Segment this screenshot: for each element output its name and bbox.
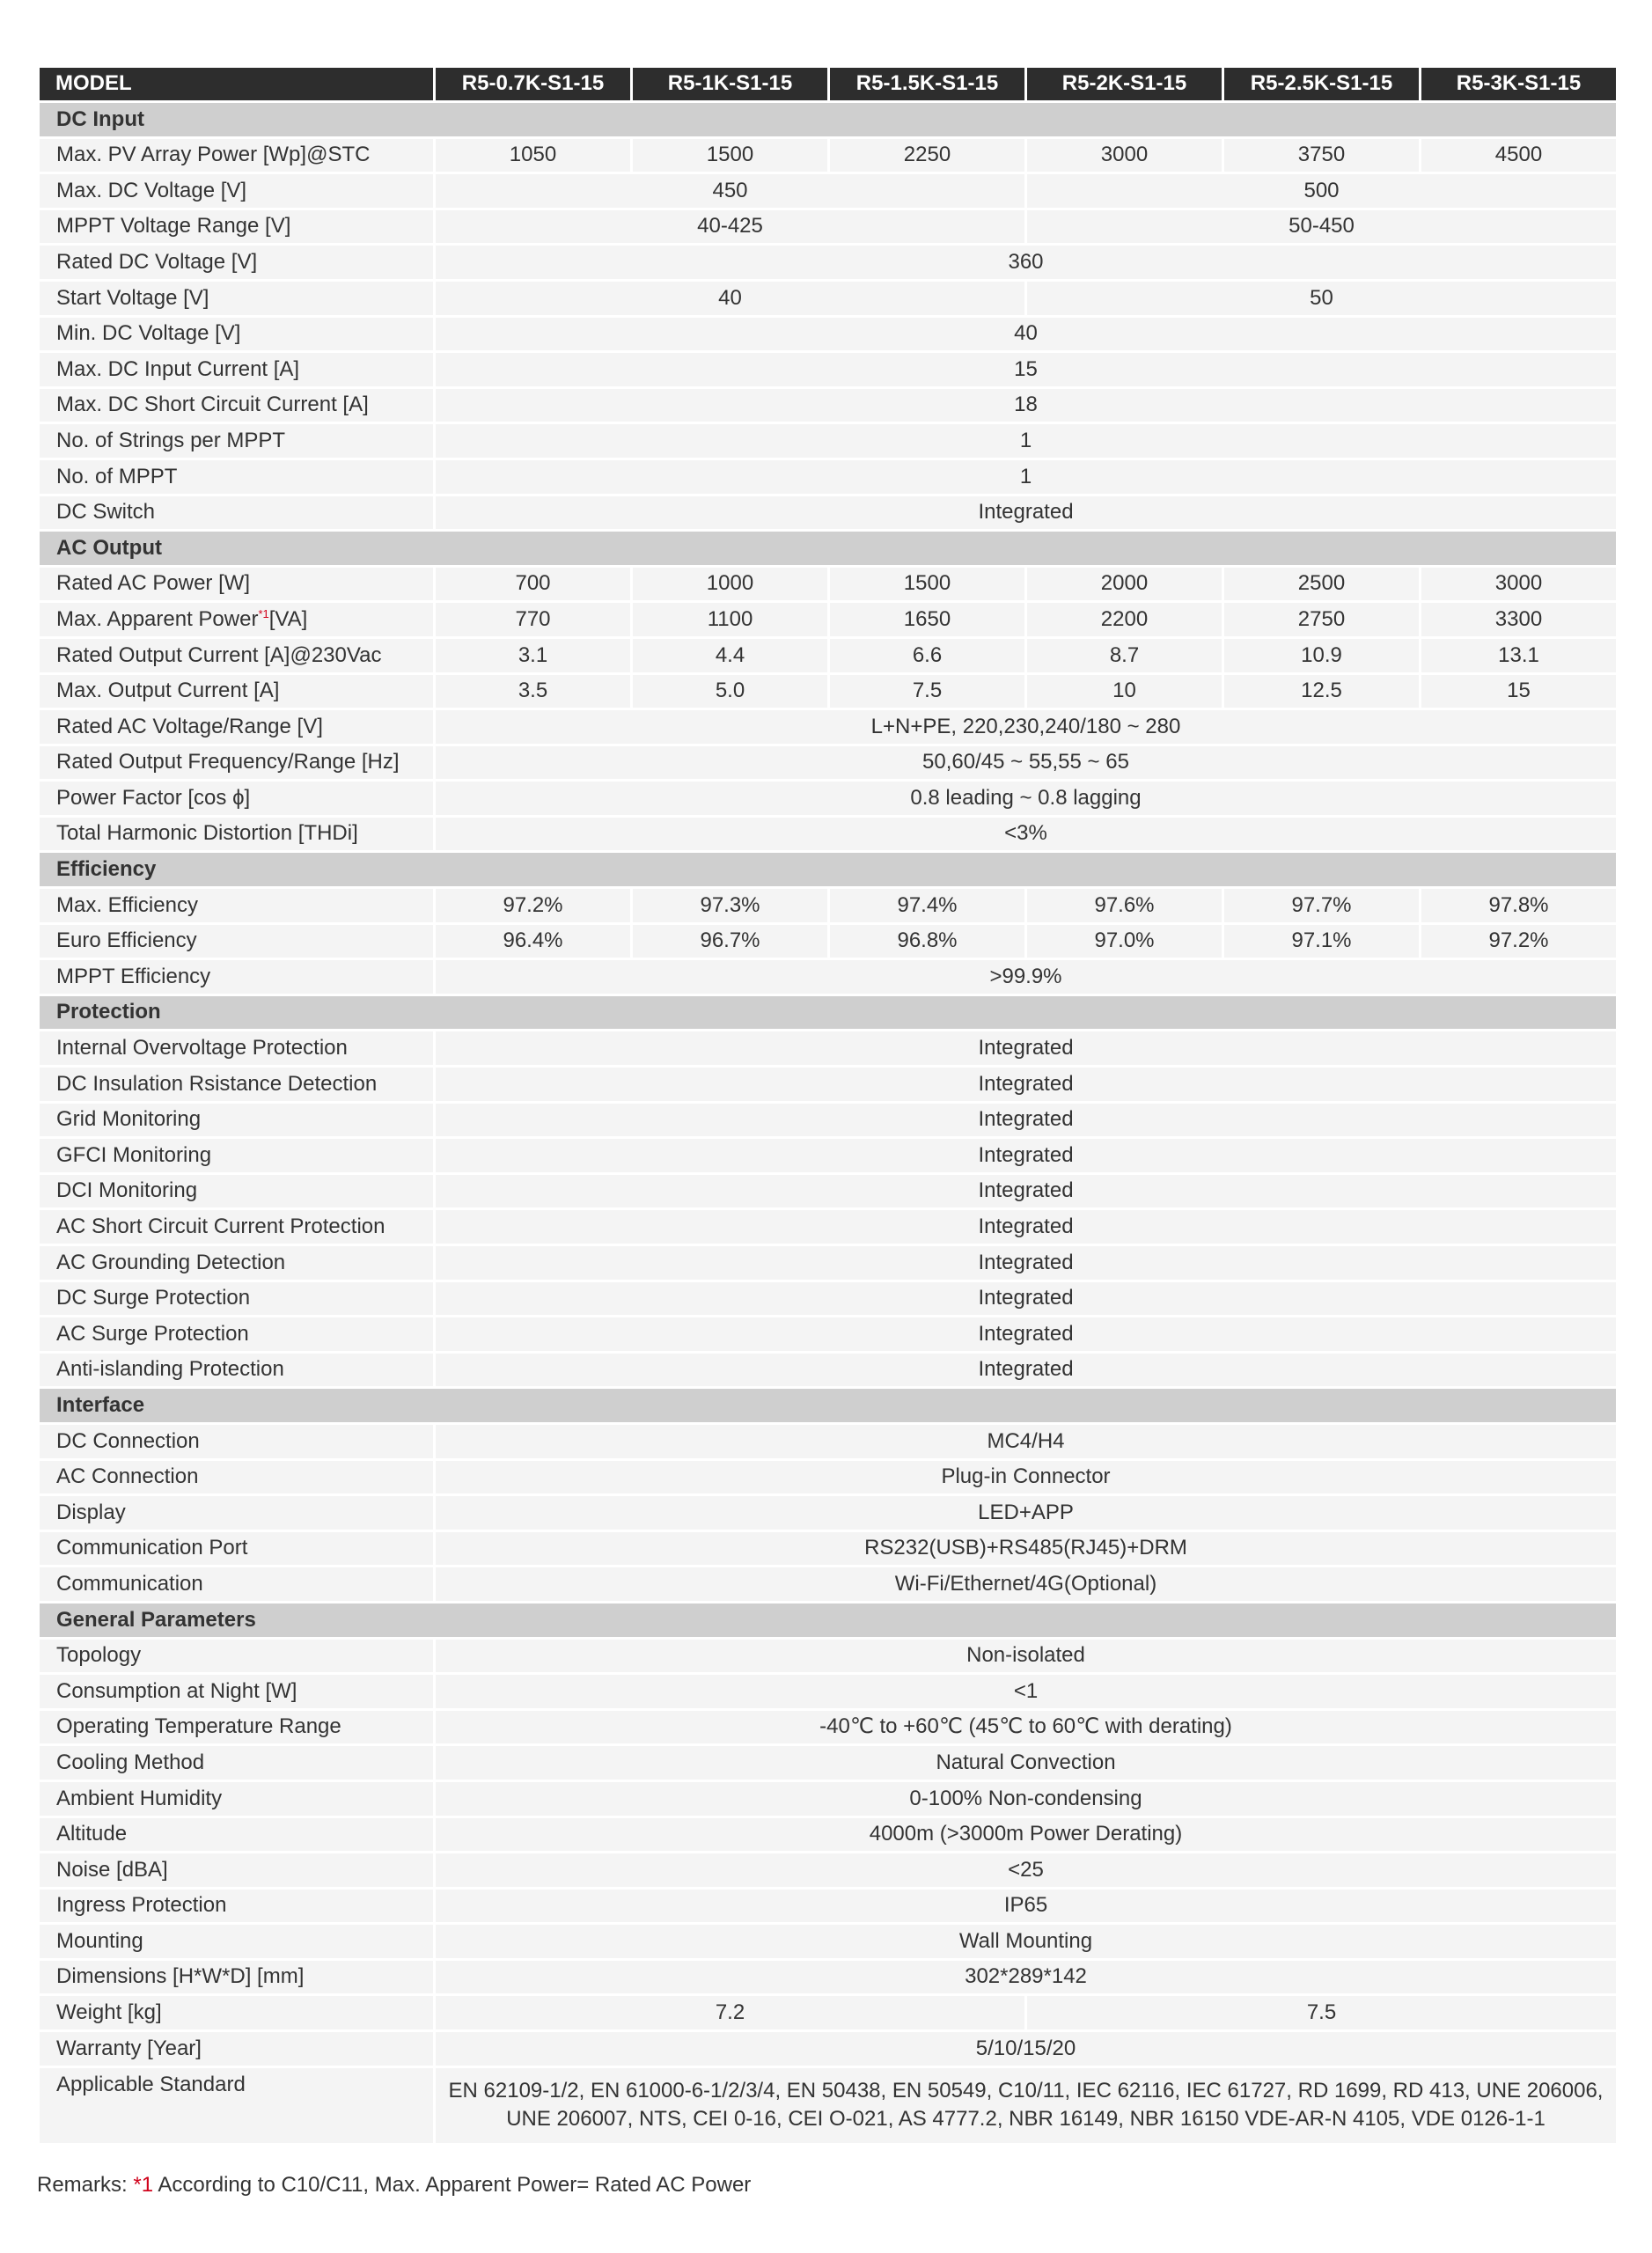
row-label — [39, 280, 435, 316]
row-label — [39, 1780, 435, 1816]
row-value: 18 — [435, 387, 1618, 423]
row-label — [39, 923, 435, 959]
row-value: 2200 — [1026, 602, 1223, 638]
row-label — [39, 1674, 435, 1710]
row-value: Integrated — [435, 1102, 1618, 1138]
header-model-label: MODEL — [39, 67, 435, 102]
table-row — [39, 1959, 1618, 1995]
row-value: -40℃ to +60℃ (45℃ to 60℃ with derating) — [435, 1709, 1618, 1745]
row-value: 40 — [435, 280, 1026, 316]
row-value: 1100 — [632, 602, 829, 638]
row-label-text: Consumption at Night [W] — [56, 1678, 297, 1703]
row-value: 2000 — [1026, 566, 1223, 602]
table-row — [39, 1138, 1618, 1174]
row-label-text: AC Short Circuit Current Protection — [56, 1215, 385, 1238]
row-label-text: DC Surge Protection — [56, 1286, 251, 1310]
row-value: 0-100% Non-condensing — [435, 1780, 1618, 1816]
table-row — [39, 959, 1618, 995]
row-value: 4.4 — [632, 637, 829, 673]
row-label — [39, 673, 435, 709]
row-label — [39, 1352, 435, 1388]
row-label-text: Applicable Standard — [56, 2072, 246, 2096]
row-label — [39, 1281, 435, 1317]
row-label — [39, 709, 435, 745]
section-title: AC Output — [39, 531, 1618, 567]
row-value: 3.5 — [435, 673, 632, 709]
row-value: 0.8 leading ~ 0.8 lagging — [435, 781, 1618, 817]
row-label-text: Rated Output Frequency/Range [Hz] — [56, 750, 400, 774]
table-row — [39, 1530, 1618, 1567]
row-label-text: Rated AC Power [W] — [56, 571, 251, 596]
row-label — [39, 2066, 435, 2144]
row-label — [39, 1995, 435, 2031]
row-value: 5/10/15/20 — [435, 2031, 1618, 2067]
row-label — [39, 1138, 435, 1174]
row-label-text: Topology — [56, 1643, 142, 1668]
row-label — [39, 2031, 435, 2067]
row-value: 10.9 — [1223, 637, 1421, 673]
row-value: 3000 — [1026, 137, 1223, 173]
table-row — [39, 1209, 1618, 1245]
table-row — [39, 137, 1618, 173]
row-value: Integrated — [435, 1031, 1618, 1067]
row-value: Natural Convection — [435, 1745, 1618, 1781]
row-value: 7.5 — [829, 673, 1026, 709]
row-value: 1 — [435, 423, 1618, 459]
section-header-row — [39, 102, 1618, 138]
row-label-text: Start Voltage [V] — [56, 285, 209, 310]
table-row — [39, 1780, 1618, 1816]
row-value: Integrated — [435, 1209, 1618, 1245]
row-label — [39, 816, 435, 852]
section-title: Efficiency — [39, 852, 1618, 888]
row-value: 97.4% — [829, 888, 1026, 924]
row-label — [39, 137, 435, 173]
row-value: 6.6 — [829, 637, 1026, 673]
row-label-text: Dimensions [H*W*D] [mm] — [56, 1964, 305, 1989]
table-row — [39, 709, 1618, 745]
table-row — [39, 352, 1618, 388]
table-row — [39, 1745, 1618, 1781]
table-row — [39, 637, 1618, 673]
table-row — [39, 1102, 1618, 1138]
row-label — [39, 1567, 435, 1603]
row-label — [39, 1459, 435, 1495]
row-value: 7.5 — [1026, 1995, 1618, 2031]
row-label-text: Max. DC Input Current [A] — [56, 356, 300, 381]
row-label-text: Noise [dBA] — [56, 1857, 168, 1882]
table-row — [39, 495, 1618, 531]
row-value: 97.0% — [1026, 923, 1223, 959]
row-label-text: Rated DC Voltage [V] — [56, 249, 258, 274]
row-value: L+N+PE, 220,230,240/180 ~ 280 — [435, 709, 1618, 745]
row-value: 4500 — [1421, 137, 1618, 173]
row-value: Integrated — [435, 1245, 1618, 1281]
table-row — [39, 1031, 1618, 1067]
row-value: Integrated — [435, 1317, 1618, 1353]
row-value: <25 — [435, 1853, 1618, 1889]
table-row — [39, 423, 1618, 459]
row-label — [39, 1853, 435, 1889]
row-label — [39, 602, 435, 638]
row-label-text: MPPT Efficiency — [56, 964, 211, 988]
section-header-row — [39, 1602, 1618, 1638]
row-value: 40-425 — [435, 209, 1026, 245]
row-label — [39, 1031, 435, 1067]
row-value: 1000 — [632, 566, 829, 602]
table-row — [39, 316, 1618, 352]
row-value: Plug-in Connector — [435, 1459, 1618, 1495]
header-model-4: R5-2.5K-S1-15 — [1223, 67, 1421, 102]
row-value: 500 — [1026, 173, 1618, 209]
row-value: 96.8% — [829, 923, 1026, 959]
header-model-1: R5-1K-S1-15 — [632, 67, 829, 102]
row-label — [39, 1317, 435, 1353]
row-label-text: Euro Efficiency — [56, 928, 197, 953]
row-label — [39, 423, 435, 459]
row-label — [39, 1102, 435, 1138]
table-row — [39, 1995, 1618, 2031]
row-label — [39, 173, 435, 209]
row-label-suffix: [VA] — [268, 606, 308, 631]
row-value: 3750 — [1223, 137, 1421, 173]
row-label-text: MPPT Voltage Range [V] — [56, 214, 291, 239]
row-value: 2500 — [1223, 566, 1421, 602]
table-row — [39, 1245, 1618, 1281]
row-label — [39, 209, 435, 245]
row-value: 13.1 — [1421, 637, 1618, 673]
row-label-text: DCI Monitoring — [56, 1178, 198, 1203]
row-label — [39, 1959, 435, 1995]
row-label-text: Max. DC Voltage [V] — [56, 178, 247, 202]
row-value: 97.2% — [1421, 923, 1618, 959]
row-value: 2750 — [1223, 602, 1421, 638]
row-label-text: Weight [kg] — [56, 2000, 162, 2025]
row-label — [39, 1495, 435, 1531]
section-header-row — [39, 994, 1618, 1031]
row-value: 15 — [435, 352, 1618, 388]
table-row — [39, 1459, 1618, 1495]
row-value: Integrated — [435, 495, 1618, 531]
row-value: EN 62109-1/2, EN 61000-6-1/2/3/4, EN 50438, EN 50549, C10/11, IEC 62116, IEC 61727, RD 1699, RD 413, UNE 206006, UNE 206007, NTS, CEI 0-16, CEI O-021, AS 4777.2, NBR 16149, NBR 16150 VDE-AR-N 4105, VDE 0126-1-1 — [435, 2066, 1618, 2144]
table-row — [39, 1888, 1618, 1924]
table-row — [39, 1495, 1618, 1531]
row-value: 3000 — [1421, 566, 1618, 602]
row-value: 1500 — [829, 566, 1026, 602]
row-value: 12.5 — [1223, 673, 1421, 709]
row-label — [39, 387, 435, 423]
row-value: <3% — [435, 816, 1618, 852]
row-label-text: Rated AC Voltage/Range [V] — [56, 714, 323, 738]
row-value: 700 — [435, 566, 632, 602]
row-label — [39, 1816, 435, 1853]
row-label-text: Max. Efficiency — [56, 892, 198, 917]
row-label-text: Communication Port — [56, 1536, 248, 1560]
row-label-text: No. of MPPT — [56, 464, 178, 488]
table-row — [39, 387, 1618, 423]
remarks — [37, 2173, 751, 2198]
row-label-text: Display — [56, 1500, 126, 1524]
row-value: >99.9% — [435, 959, 1618, 995]
row-value: 7.2 — [435, 1995, 1026, 2031]
row-value: 97.2% — [435, 888, 632, 924]
spec-body — [39, 102, 1618, 2145]
section-title: General Parameters — [39, 1602, 1618, 1638]
row-label-text: AC Connection — [56, 1464, 199, 1489]
table-row — [39, 2066, 1618, 2144]
row-label — [39, 495, 435, 531]
row-label-text: Ingress Protection — [56, 1893, 227, 1918]
row-value: 97.7% — [1223, 888, 1421, 924]
table-row — [39, 888, 1618, 924]
table-row — [39, 1674, 1618, 1710]
row-value: IP65 — [435, 1888, 1618, 1924]
row-value: 1500 — [632, 137, 829, 173]
row-label — [39, 1709, 435, 1745]
row-label-text: Min. DC Voltage [V] — [56, 321, 241, 346]
row-label — [39, 459, 435, 495]
row-value: 97.3% — [632, 888, 829, 924]
row-label-text: AC Grounding Detection — [56, 1250, 286, 1274]
row-label-text: Anti-islanding Protection — [56, 1357, 284, 1382]
row-value: 360 — [435, 245, 1618, 281]
table-row — [39, 1924, 1618, 1960]
row-value: 1050 — [435, 137, 632, 173]
row-label — [39, 566, 435, 602]
table-row — [39, 602, 1618, 638]
table-row — [39, 1173, 1618, 1209]
row-label — [39, 888, 435, 924]
row-label — [39, 245, 435, 281]
table-row — [39, 1352, 1618, 1388]
table-row — [39, 1067, 1618, 1103]
row-value: 2250 — [829, 137, 1026, 173]
row-value: 1650 — [829, 602, 1026, 638]
row-value: 10 — [1026, 673, 1223, 709]
spec-sheet — [37, 65, 1616, 2146]
row-value: <1 — [435, 1674, 1618, 1710]
table-row — [39, 459, 1618, 495]
row-label — [39, 959, 435, 995]
row-label-text: DC Insulation Rsistance Detection — [56, 1071, 378, 1096]
table-row — [39, 1567, 1618, 1603]
row-label-text: DC Switch — [56, 500, 156, 525]
section-header-row — [39, 531, 1618, 567]
row-label-text: No. of Strings per MPPT — [56, 428, 286, 452]
table-row — [39, 280, 1618, 316]
table-row — [39, 1709, 1618, 1745]
row-value: 96.7% — [632, 923, 829, 959]
row-value: 96.4% — [435, 923, 632, 959]
row-value: 8.7 — [1026, 637, 1223, 673]
table-row — [39, 173, 1618, 209]
table-row — [39, 1423, 1618, 1459]
row-label — [39, 1924, 435, 1960]
table-row — [39, 2031, 1618, 2067]
row-label — [39, 316, 435, 352]
row-value: Non-isolated — [435, 1638, 1618, 1674]
table-row — [39, 566, 1618, 602]
row-label — [39, 1067, 435, 1103]
row-value: 97.1% — [1223, 923, 1421, 959]
header-row — [39, 67, 1618, 102]
row-label — [39, 1888, 435, 1924]
table-row — [39, 781, 1618, 817]
row-value: 302*289*142 — [435, 1959, 1618, 1995]
row-label — [39, 637, 435, 673]
spec-table — [37, 65, 1619, 2146]
row-label-text: Altitude — [56, 1822, 128, 1846]
header-model-0: R5-0.7K-S1-15 — [435, 67, 632, 102]
row-label — [39, 1245, 435, 1281]
row-label-text: DC Connection — [56, 1428, 200, 1453]
row-value: 50-450 — [1026, 209, 1618, 245]
row-label-text: Max. DC Short Circuit Current [A] — [56, 393, 369, 417]
row-label-text: Max. Apparent Power — [56, 606, 259, 631]
remarks-prefix: Remarks: — [37, 2173, 128, 2197]
row-label-text: Rated Output Current [A]@230Vac — [56, 642, 382, 667]
row-value: 50,60/45 ~ 55,55 ~ 65 — [435, 745, 1618, 781]
row-label — [39, 1638, 435, 1674]
row-label — [39, 352, 435, 388]
remarks-text: According to C10/C11, Max. Apparent Power= Rated AC Power — [158, 2173, 752, 2197]
row-label-text: Max. Output Current [A] — [56, 679, 280, 703]
row-label — [39, 1530, 435, 1567]
row-value: 97.6% — [1026, 888, 1223, 924]
row-label-text: Operating Temperature Range — [56, 1714, 341, 1739]
footnote-mark: *1 — [258, 606, 269, 620]
remarks-mark: *1 — [133, 2173, 154, 2197]
table-row — [39, 745, 1618, 781]
row-value: 40 — [435, 316, 1618, 352]
row-value: 50 — [1026, 280, 1618, 316]
row-value: 4000m (>3000m Power Derating) — [435, 1816, 1618, 1853]
row-label-text: Warranty [Year] — [56, 2036, 202, 2060]
table-row — [39, 209, 1618, 245]
row-value: 15 — [1421, 673, 1618, 709]
row-label-text: GFCI Monitoring — [56, 1142, 212, 1167]
row-label — [39, 1173, 435, 1209]
row-value: LED+APP — [435, 1495, 1618, 1531]
row-value: Integrated — [435, 1067, 1618, 1103]
row-value: Integrated — [435, 1138, 1618, 1174]
row-label-text: Mounting — [56, 1928, 143, 1953]
table-row — [39, 1281, 1618, 1317]
section-title: DC Input — [39, 102, 1618, 138]
row-label — [39, 1423, 435, 1459]
row-label-text: Total Harmonic Distortion [THDi] — [56, 821, 358, 846]
table-row — [39, 816, 1618, 852]
table-row — [39, 673, 1618, 709]
table-row — [39, 245, 1618, 281]
header-model-3: R5-2K-S1-15 — [1026, 67, 1223, 102]
row-label — [39, 1745, 435, 1781]
row-value: Integrated — [435, 1173, 1618, 1209]
header-model-2: R5-1.5K-S1-15 — [829, 67, 1026, 102]
row-label-text: Internal Overvoltage Protection — [56, 1036, 348, 1060]
table-row — [39, 923, 1618, 959]
table-row — [39, 1853, 1618, 1889]
row-value: 3.1 — [435, 637, 632, 673]
row-value: Integrated — [435, 1352, 1618, 1388]
row-value: Integrated — [435, 1281, 1618, 1317]
row-label-text: Max. PV Array Power [Wp]@STC — [56, 143, 371, 167]
row-value: 770 — [435, 602, 632, 638]
table-row — [39, 1816, 1618, 1853]
row-value: 3300 — [1421, 602, 1618, 638]
section-title: Protection — [39, 994, 1618, 1031]
row-value: RS232(USB)+RS485(RJ45)+DRM — [435, 1530, 1618, 1567]
row-value: 5.0 — [632, 673, 829, 709]
row-label — [39, 745, 435, 781]
row-value: 1 — [435, 459, 1618, 495]
row-label — [39, 1209, 435, 1245]
row-value: 97.8% — [1421, 888, 1618, 924]
row-value: Wi-Fi/Ethernet/4G(Optional) — [435, 1567, 1618, 1603]
row-label-text: Cooling Method — [56, 1750, 205, 1774]
section-header-row — [39, 1388, 1618, 1424]
row-label-text: Communication — [56, 1571, 203, 1596]
row-label-text: AC Surge Protection — [56, 1321, 249, 1346]
row-label-text: Ambient Humidity — [56, 1786, 223, 1810]
row-label-text: Grid Monitoring — [56, 1107, 202, 1132]
section-header-row — [39, 852, 1618, 888]
section-title: Interface — [39, 1388, 1618, 1424]
table-row — [39, 1638, 1618, 1674]
row-value: Wall Mounting — [435, 1924, 1618, 1960]
row-value: 450 — [435, 173, 1026, 209]
row-label — [39, 781, 435, 817]
row-value: MC4/H4 — [435, 1423, 1618, 1459]
table-row — [39, 1317, 1618, 1353]
header-model-5: R5-3K-S1-15 — [1421, 67, 1618, 102]
row-label-text: Power Factor [cos ϕ] — [56, 785, 251, 810]
